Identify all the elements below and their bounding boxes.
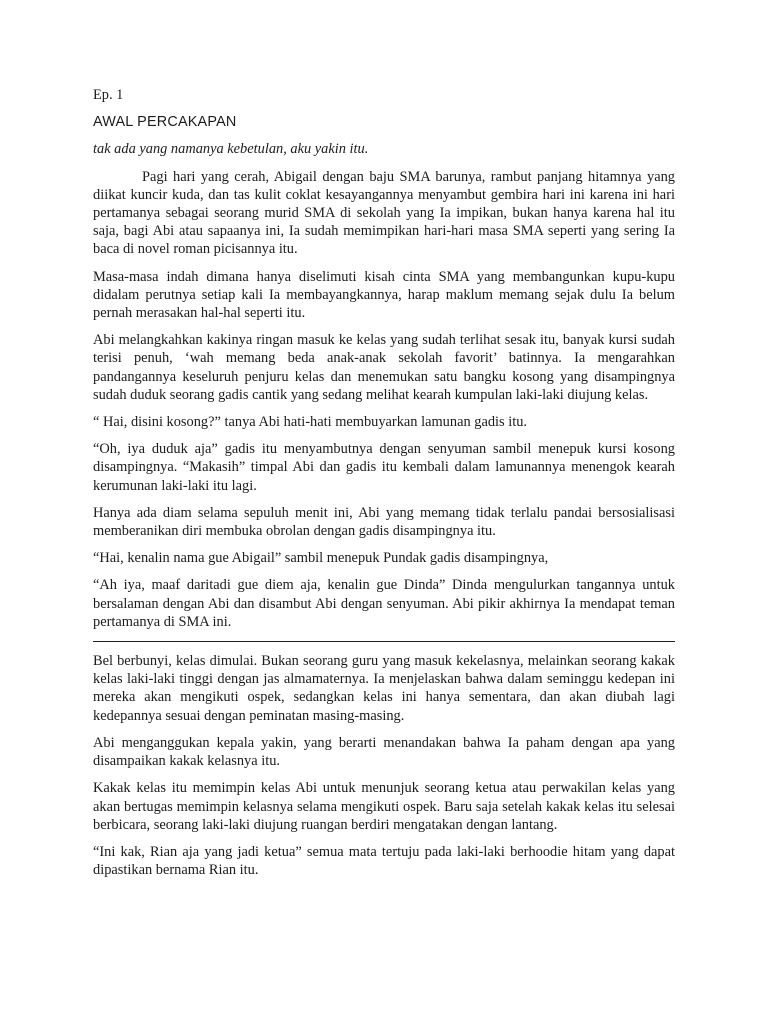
paragraph: “Ah iya, maaf daritadi gue diem aja, kenalin gue Dinda” Dinda mengulurkan tangannya untuk bersalaman dengan Abi dan disambut Abi dengan senyuman. Abi pikir akhirnya Ia mendapat teman pertamanya di SMA ini. — [93, 577, 675, 630]
paragraph: Kakak kelas itu memimpin kelas Abi untuk menunjuk seorang ketua atau perwakilan kelas yang akan bertugas memimpin kelasnya selama mengikuti ospek. Baru saja setelah kakak kelas itu selesai berbicara, seorang laki-laki diujung ruangan berdiri mengatakan dengan lantang. — [93, 780, 675, 833]
paragraph: “Oh, iya duduk aja” gadis itu menyambutnya dengan senyuman sambil menepuk kursi kosong disampingnya. “Makasih” timpal Abi dan gadis itu kembali dalam lamunannya menengok kearah kerumunan laki-laki itu lagi. — [93, 441, 675, 494]
paragraph: Hanya ada diam selama sepuluh menit ini, Abi yang memang tidak terlalu pandai bersosialisasi memberanikan diri membuka obrolan dengan gadis disampingnya itu. — [93, 504, 675, 540]
paragraph: “Ini kak, Rian aja yang jadi ketua” semua mata tertuju pada laki-laki berhoodie hitam yang dapat dipastikan bernama Rian itu. — [93, 843, 675, 879]
paragraph: “ Hai, disini kosong?” tanya Abi hati-hati membuyarkan lamunan gadis itu. — [93, 414, 528, 431]
paragraph: Masa-masa indah dimana hanya diselimuti kisah cinta SMA yang membangunkan kupu-kupu didalam perutnya setiap kali Ia membayangkannya, harap maklum memang sejak dulu Ia belum pernah merasakan hal-hal seperti itu. — [93, 268, 675, 322]
episode-label: Ep. 1 — [93, 87, 124, 103]
paragraph: Pagi hari yang cerah, Abigail dengan baju SMA barunya, rambut panjang hitamnya yang diikat kuncir kuda, dan tas kulit coklat kesayangannya menyambut gembira hari ini karena ini hari pertamanya sebagai seorang murid SMA di sekolah yang Ia impikan, bukan hanya karena hal itu saja, bagi Abi atau sapaanya ini, Ia sudah memimpikan hari-hari masa SMA seperti yang sering Ia baca di novel roman picisannya itu. — [93, 168, 675, 258]
chapter-title: AWAL PERCAKAPAN — [93, 114, 237, 131]
paragraph: Bel berbunyi, kelas dimulai. Bukan seorang guru yang masuk kekelasnya, melainkan seorang kakak kelas laki-laki tinggi dengan jas almamaternya. Ia menjelaskan bahwa dalam seminggu kedepan ini mereka akan mengikuti ospek, sedangkan kelas ini hanya sementara, dan akan diubah lagi kedepannya sesuai dengan peminatan masing-masing. — [93, 653, 675, 724]
section-divider — [93, 641, 675, 642]
chapter-tagline: tak ada yang namanya kebetulan, aku yakin itu. — [93, 141, 369, 158]
document-page — [93, 86, 675, 888]
paragraph: Abi melangkahkan kakinya ringan masuk ke kelas yang sudah terlihat sesak itu, banyak kursi sudah terisi penuh, ‘wah memang beda anak-anak sekolah favorit’ batinnya. Ia mengarahkan pandangannya keseluruh penjuru kelas dan menemukan satu bangku kosong yang disampingnya sudah duduk seorang gadis cantik yang sedang melihat kearah kumpulan laki-laki diujung kelas. — [93, 332, 675, 403]
paragraph: Abi menganggukan kepala yakin, yang berarti menandakan bahwa Ia paham dengan apa yang disampaikan kakak kelasnya itu. — [93, 734, 675, 770]
paragraph: “Hai, kenalin nama gue Abigail” sambil menepuk Pundak gadis disampingnya, — [93, 550, 549, 567]
